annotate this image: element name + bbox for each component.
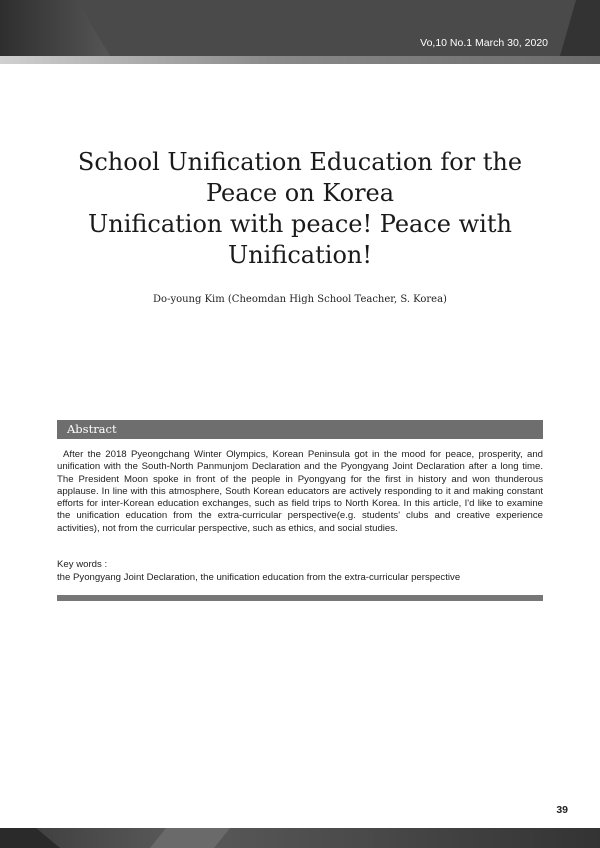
footer-band [0,828,600,848]
header-rule [0,56,600,64]
author-line: Do-young Kim (Cheomdan High School Teacher, S. Korea) [153,294,447,305]
abstract-heading: Abstract [67,422,117,436]
title-line-3: Unification with peace! Peace with [88,210,512,238]
abstract-heading-bar [57,420,543,439]
header-decoration-right [560,0,600,56]
keywords-text: the Pyongyang Joint Declaration, the unification education from the extra-curricular perspective [57,572,461,583]
header-band [0,0,600,56]
footer-decoration-left [0,828,60,848]
header-decoration-left [0,0,110,56]
title-line-4: Unification! [228,241,372,269]
title-line-2: Peace on Korea [205,179,395,207]
abstract-body: After the 2018 Pyeongchang Winter Olympics, Korean Peninsula got in the mood for peace, prosperity, and unification with the South-North Panmunjom Declaration and the Pyongyang Joint Declaration after a long time. The President Moon spoke in front of the people in Pyongyang for the first in history and won thunderous applause. In line with this atmosphere, South Korean educators are actively responding to it and making constant efforts for inter-Korean education exchanges, such as field trips to North Korea. In this article, I'd like to examine the unification education from the extra-curricular perspective(e.g. students' clubs and creative experience activities), not from the curricular perspective, such as ethics, and social studies. [57,449,543,534]
paper-title [60,147,540,271]
keywords-label: Key words : [57,559,108,570]
footer-decoration-middle [150,828,230,848]
page-number: 39 [556,804,568,816]
issue-info: Vo,10 No.1 March 30, 2020 [420,37,548,49]
section-divider [57,595,543,601]
title-line-1: School Unification Education for the [77,148,523,176]
